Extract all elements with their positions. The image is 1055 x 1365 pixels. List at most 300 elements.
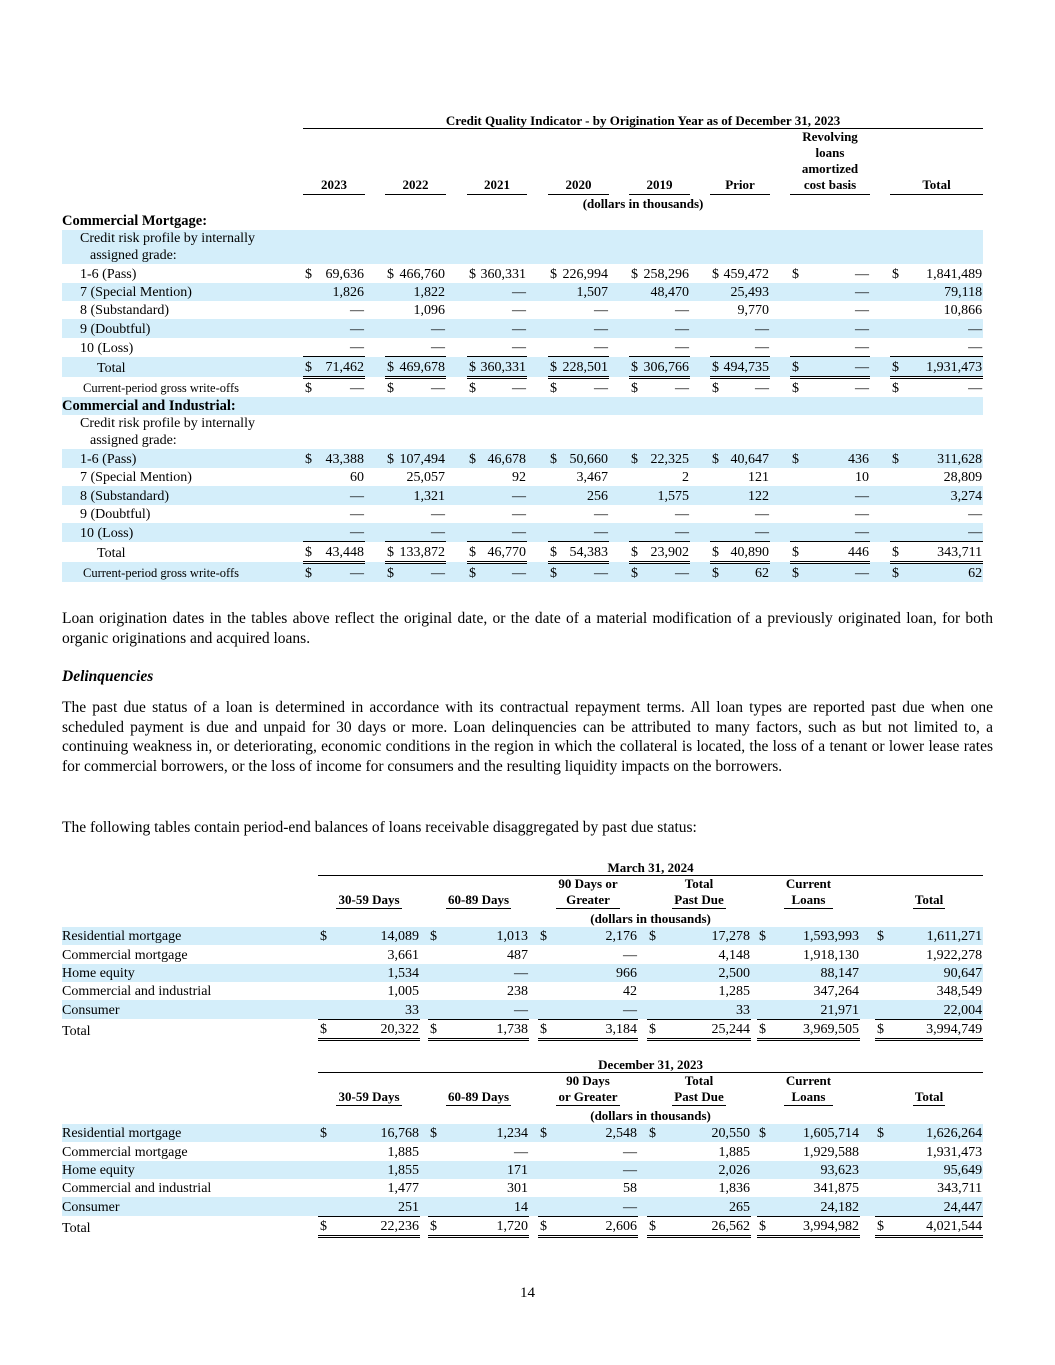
empty-cell [790,397,870,415]
empty-cell [710,397,770,415]
column-header-label: Total Past Due [674,1072,724,1104]
section-heading: Commercial and Industrial: [62,397,303,415]
row-label: 10 (Loss) [80,340,134,356]
currency-symbol: $ [305,381,312,397]
column-gap [529,1072,538,1107]
column-gap [870,128,890,194]
value-cell [647,1124,751,1142]
cell-value: — [675,525,689,541]
profile-label-row [62,230,983,264]
column-gap [365,468,385,486]
table-title-row [62,857,983,875]
column-gap [446,357,467,377]
total-row [62,1216,983,1236]
column-gap [770,542,790,562]
cell-value: 1,738 [496,1022,528,1038]
cell-value: 4,148 [718,947,750,963]
value-cell [318,1142,420,1160]
column-gap [609,319,629,337]
cell-value: — [855,525,869,541]
column-gap [690,449,710,467]
column-gap [638,1019,647,1039]
value-cell [790,562,870,582]
currency-symbol: $ [759,1219,766,1235]
value-cell [647,1197,751,1216]
cell-value: — [512,303,526,319]
cell-value: 469,678 [399,359,445,375]
value-cell [467,523,527,542]
empty-cell [303,212,365,230]
currency-symbol: $ [631,451,638,467]
column-gap [690,523,710,542]
currency-symbol: $ [305,266,312,282]
empty-cell [385,415,446,449]
currency-symbol: $ [387,544,394,560]
row-label: 10 (Loss) [62,523,303,542]
value-cell [467,449,527,467]
column-gap [365,505,385,523]
column-gap [690,283,710,301]
row-label: Commercial and industrial [62,1181,212,1197]
empty-cell [710,415,770,449]
cell-value: — [675,340,689,356]
column-header-label: 60-89 Days [447,891,510,907]
cell-value: 347,264 [813,984,859,1000]
column-gap [527,301,548,319]
cell-value: — [675,303,689,319]
cell-value: 95,649 [943,1163,983,1179]
cell-value: — [623,1163,637,1179]
value-cell [710,301,770,319]
value-cell [790,357,870,377]
value-cell [428,1179,529,1197]
cell-value: 24,447 [943,1199,983,1215]
column-gap [638,1179,647,1197]
empty-cell [303,397,365,415]
column-header-label: Current Loans [785,875,832,907]
column-gap [770,301,790,319]
column-gap [365,283,385,301]
cell-value: 88,147 [820,966,859,982]
table-row [62,1197,983,1216]
cell-value: — [512,340,526,356]
column-gap [420,982,428,1000]
column-gap [365,128,385,194]
cell-value: 24,182 [820,1199,859,1215]
cell-value: 50,660 [569,451,608,467]
value-cell [428,945,529,963]
column-gap [529,964,538,982]
column-gap [860,1161,875,1179]
currency-symbol: $ [649,1022,656,1038]
cell-value: 265 [729,1199,750,1215]
value-cell [710,505,770,523]
currency-symbol: $ [877,1219,884,1235]
cell-value: 348,549 [936,984,983,1000]
value-cell [790,486,870,504]
column-gap [609,397,629,415]
column-header [538,1072,638,1107]
value-cell [647,1179,751,1197]
column-gap [609,415,629,449]
row-label: 8 (Substandard) [80,303,170,319]
value-cell [710,283,770,301]
currency-symbol: $ [631,381,638,397]
column-gap [770,449,790,467]
column-header [647,875,751,910]
column-gap [529,1000,538,1019]
cell-value: — [594,340,608,356]
value-cell [890,264,983,282]
profile-label-line: assigned grade: [90,248,177,264]
column-header: Total [890,128,983,194]
empty-cell [467,415,527,449]
column-gap [609,523,629,542]
currency-symbol: $ [469,266,476,282]
table-row [62,505,983,523]
column-gap [770,128,790,194]
empty-cell [629,212,690,230]
value-cell [790,523,870,542]
value-cell [538,1019,638,1039]
value-cell [303,357,365,377]
column-gap [638,1000,647,1019]
column-gap [690,562,710,582]
currency-symbol: $ [649,1126,656,1142]
cell-value: 1,836 [718,1181,750,1197]
cell-value: — [855,266,869,282]
column-gap [860,945,875,963]
cell-value: 1,611,271 [926,929,983,945]
cell-value: 71,462 [325,359,364,375]
column-gap [690,264,710,282]
column-gap [529,945,538,963]
value-cell [890,283,983,301]
column-gap [365,264,385,282]
currency-symbol: $ [305,451,312,467]
value-cell [428,1124,529,1142]
currency-symbol: $ [892,566,899,582]
currency-symbol: $ [712,381,719,397]
column-gap [870,283,890,301]
column-header [428,1072,529,1107]
column-gap [638,1197,647,1216]
currency-symbol: $ [540,1126,547,1142]
column-gap [870,377,890,397]
value-cell [757,1161,860,1179]
row-label: 8 (Substandard) [62,486,303,504]
column-gap [529,1161,538,1179]
value-cell [647,945,751,963]
column-gap [638,982,647,1000]
column-gap [446,212,467,230]
column-gap [446,397,467,415]
value-cell [710,264,770,282]
column-gap [609,128,629,194]
column-gap [527,128,548,194]
empty-cell [467,397,527,415]
column-header-label: Total [914,891,944,907]
total-row [62,542,983,562]
value-cell [538,1142,638,1160]
value-cell [890,542,983,562]
delinquencies-heading: Delinquencies [62,668,154,685]
value-cell [318,1000,420,1019]
column-gap [870,449,890,467]
value-cell [890,468,983,486]
cell-value: 33 [405,1002,419,1018]
value-cell [538,1197,638,1216]
column-gap [365,397,385,415]
value-cell [318,1197,420,1216]
table-title-row [62,1054,983,1072]
column-header [428,875,529,910]
column-gap [690,319,710,337]
value-cell [428,1161,529,1179]
cell-value: — [675,506,689,522]
cell-value: 17,278 [711,929,750,945]
profile-label-line: Credit risk profile by internally [80,416,255,432]
column-gap [609,357,629,377]
empty-cell [890,212,983,230]
value-cell [890,505,983,523]
cell-value: 238 [507,984,528,1000]
cell-value: 494,735 [723,359,769,375]
cell-value: 20,550 [711,1126,750,1142]
cell-value: — [855,359,869,375]
cell-value: 1,534 [387,966,419,982]
cell-value: — [350,566,364,582]
value-cell [428,1019,529,1039]
cell-value: — [968,525,983,541]
column-gap [527,468,548,486]
row-label: Consumer [62,1000,318,1019]
empty-cell [790,415,870,449]
column-gap [870,319,890,337]
delinquencies-body: The past due status of a loan is determined in accordance with its contractual repayment terms. All loan types are reported past due when one scheduled payment is due and unpaid for 30 days or more. Loan delinquencies can be attributed to many factors, such as but not limited to, a continuing weakness in, or deteriorating, economic conditions in the region in which the collateral is located, the loss of a tenant or lower lease rates for commercial borrowers, or the loss of income for consumers and the resulting liquidity impacts on the borrowers. [62,699,993,775]
value-cell [318,1019,420,1039]
cell-value: 58 [623,1181,637,1197]
cell-value: 25,057 [406,470,445,486]
units-label: (dollars in thousands) [582,195,704,211]
cell-value: 62 [968,566,983,582]
column-gap [770,415,790,449]
cell-value: 966 [616,966,637,982]
writeoffs-row [62,562,983,582]
column-header-label: Current Loans [785,1072,832,1104]
cell-value: — [855,506,869,522]
column-header [875,1072,983,1107]
cell-value: — [855,488,869,504]
cell-value: 1,477 [387,1181,419,1197]
cell-value: 341,875 [813,1181,859,1197]
column-gap [365,338,385,357]
cell-value: — [623,1144,637,1160]
tables-intro: The following tables contain period-end balances of loans receivable disaggregated by past due status: [62,819,697,836]
row-label: Current-period gross write-offs [62,562,303,582]
value-cell [428,1216,529,1236]
cell-value: — [512,488,526,504]
column-gap [420,1019,428,1039]
column-gap [527,283,548,301]
column-gap [770,377,790,397]
value-cell [303,338,365,357]
column-gap [446,377,467,397]
cell-value: 60 [350,470,364,486]
cell-value: — [623,1002,637,1018]
value-cell [757,1179,860,1197]
currency-symbol: $ [469,359,476,375]
currency-symbol: $ [387,266,394,282]
value-cell [790,264,870,282]
cell-value: 26,562 [711,1219,750,1235]
cell-value: 3,969,505 [803,1022,859,1038]
value-cell [385,264,446,282]
table-row [62,468,983,486]
column-header-label: 90 Days or Greater [558,1072,618,1104]
column-gap [420,1072,428,1107]
table-row [62,1179,983,1197]
value-cell [548,283,609,301]
empty-cell [548,212,609,230]
column-gap [446,338,467,357]
currency-symbol: $ [550,451,557,467]
column-gap [770,357,790,377]
cell-value: — [350,506,364,522]
column-gap [609,212,629,230]
value-cell [467,283,527,301]
cell-value: — [431,506,445,522]
value-cell [385,357,446,377]
currency-symbol: $ [387,359,394,375]
column-gap [770,283,790,301]
cell-value: 2,026 [718,1163,750,1179]
table-title: March 31, 2024 [318,857,983,875]
currency-symbol: $ [305,566,312,582]
column-gap [770,319,790,337]
value-cell [757,1019,860,1039]
value-cell [647,964,751,982]
column-header: 2023 [303,128,365,194]
value-cell [548,505,609,523]
value-cell [790,301,870,319]
cell-value: 301 [507,1181,528,1197]
value-cell [318,982,420,1000]
column-gap [420,1216,428,1236]
cell-value: 1,931,473 [926,1144,983,1160]
value-cell [548,562,609,582]
value-cell [385,338,446,357]
column-gap [527,230,548,264]
value-cell [467,301,527,319]
column-gap [609,230,629,264]
cell-value: — [968,506,983,522]
cell-value: 3,661 [387,947,419,963]
cell-value: — [514,1002,528,1018]
column-gap [690,357,710,377]
value-cell [890,523,983,542]
row-label: Commercial mortgage [62,947,188,963]
value-cell [710,338,770,357]
cell-value: 9,770 [737,303,769,319]
empty-cell [303,415,365,449]
column-gap [770,468,790,486]
value-cell [385,301,446,319]
value-cell [538,1000,638,1019]
currency-symbol: $ [792,451,799,467]
empty-cell [890,397,983,415]
value-cell [385,283,446,301]
value-cell [890,301,983,319]
value-cell [538,945,638,963]
table-row [62,319,983,337]
column-gap [609,301,629,319]
cell-value: — [594,381,608,397]
cell-value: 14,089 [380,929,419,945]
cell-value: — [594,525,608,541]
cell-value: 46,770 [487,544,526,560]
cell-value: — [350,488,364,504]
value-cell [875,1019,983,1039]
spacer [62,857,318,875]
spacer [62,875,318,910]
empty-cell [790,212,870,230]
column-gap [446,562,467,582]
row-label: Total [62,357,303,377]
column-gap [870,338,890,357]
cell-value: 93,623 [820,1163,859,1179]
column-gap [870,357,890,377]
value-cell [303,283,365,301]
value-cell [318,1124,420,1142]
cell-value: 1,922,278 [926,947,983,963]
column-gap [609,264,629,282]
cell-value: 22,236 [380,1219,419,1235]
value-cell [548,468,609,486]
value-cell [538,927,638,945]
value-cell [548,319,609,337]
column-gap [527,449,548,467]
value-cell [629,542,690,562]
currency-symbol: $ [712,544,719,560]
row-label: 1-6 (Pass) [80,266,137,282]
cell-value: 436 [848,451,869,467]
value-cell [710,468,770,486]
cell-value: — [755,321,769,337]
currency-symbol: $ [430,1022,437,1038]
value-cell [790,377,870,397]
column-header-row [62,1072,983,1107]
cell-value: — [623,947,637,963]
currency-symbol: $ [712,359,719,375]
spacer [62,110,303,128]
cell-value: 28,809 [943,470,983,486]
cell-value: 133,872 [399,544,445,560]
column-gap [770,505,790,523]
column-gap [446,264,467,282]
cell-value: 459,472 [723,266,769,282]
cell-value: 92 [512,470,526,486]
column-gap [870,468,890,486]
cell-value: 107,494 [399,451,445,467]
cell-value: 46,678 [487,451,526,467]
empty-cell [385,230,446,264]
currency-symbol: $ [892,381,899,397]
row-label: Total [62,1220,91,1236]
currency-symbol: $ [320,929,327,945]
column-gap [638,945,647,963]
column-gap [446,468,467,486]
